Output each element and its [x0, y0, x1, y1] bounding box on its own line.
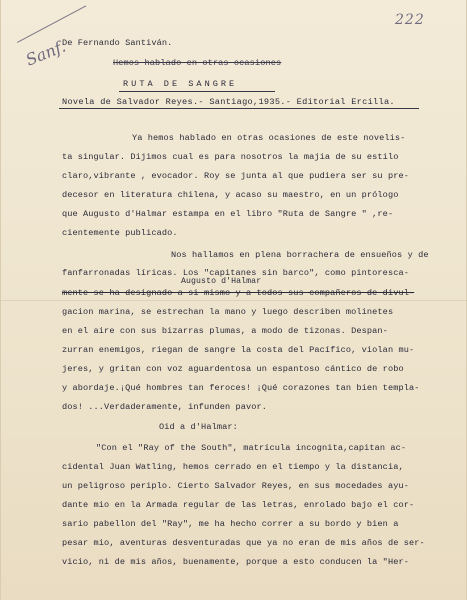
paper-fold [1, 300, 467, 301]
body-line: jeres, y gritan con voz aguardentosa un espantoso cántico de robo [62, 364, 404, 374]
body-line: pesar mio, aventuras desventuradas que ya no eran de mis años de ser- [62, 538, 425, 548]
body-line: dante mio en la Armada regular de las letras, enrolado bajo el cor- [62, 500, 415, 510]
body-line: gacion marina, se estrechan la mano y luego describen molinetes [62, 307, 394, 317]
body-line: ta singular. Dijimos cual es para nosotros la majia de su estilo [62, 152, 399, 162]
body-line-corrected: mente se ha designado a si mismo y a todos sus compañeros de divul- [62, 288, 415, 298]
body-line: "Con el "Ray of the South", matrícula incognita,capitan ac- [96, 443, 407, 453]
margin-note: Sanf. [23, 36, 69, 70]
body-line: Ya hemos hablado en otras ocasiones de este novelis- [132, 133, 406, 143]
title-underline [119, 91, 275, 92]
archive-number: 222 [395, 12, 425, 28]
body-line: dos! ...Verdaderamente, infunden pavor. [62, 402, 268, 412]
body-line: fanfarronadas líricas. Los "capitanes sin barco", como pintoresca- [62, 268, 409, 278]
body-line: un peligroso periplo. Cierto Salvador Reyes, en sus mocedades ayu- [62, 481, 409, 491]
subtitle-underline [59, 108, 419, 109]
body-line: sario pabellon del "Ray", me ha hecho correr a su bordo y bien a [62, 519, 399, 529]
from-line: De Fernando Santiván. [62, 38, 173, 48]
body-line: cientemente publicado. [62, 228, 178, 238]
document-subtitle: Novela de Salvador Reyes.- Santiago,1935.- Editorial Ercilla. [62, 97, 395, 107]
body-line: vicio, ni de mis años, buenamente, porque a esto conducen la "Her- [62, 557, 409, 567]
body-line: cidental Juan Watling, hemos cerrado en el tiempo y la distancia, [62, 462, 404, 472]
body-line: decesor en literatura chilena, y acaso su maestro, en un prólogo [62, 190, 399, 200]
body-line: Nos hallamos en plena borrachera de ensueños y de [171, 250, 429, 260]
body-line: y abordaje.¡Qué hombres tan feroces! ¡Qué corazones tan bien templa- [62, 383, 420, 393]
body-line: que Augusto d'Halmar estampa en el libro "Ruta de Sangre " ,re- [62, 209, 394, 219]
body-line: claro,vibrante , evocador. Roy se junta al que pudiera ser su pre- [62, 171, 409, 181]
body-line: Oid a d'Halmar: [159, 422, 238, 432]
interline-insert: Augusto d'Halmar [181, 277, 262, 286]
body-line: zurran enemigos, riegan de sangre la costa del Pacífico, violan mu- [62, 345, 415, 355]
document-title: RUTA DE SANGRE [123, 79, 238, 89]
body-line: en el aire con sus bizarras plumas, a modo de tizonas. Despan- [62, 326, 388, 336]
struck-line: Hemos hablado en otras ocasiones [113, 58, 282, 68]
